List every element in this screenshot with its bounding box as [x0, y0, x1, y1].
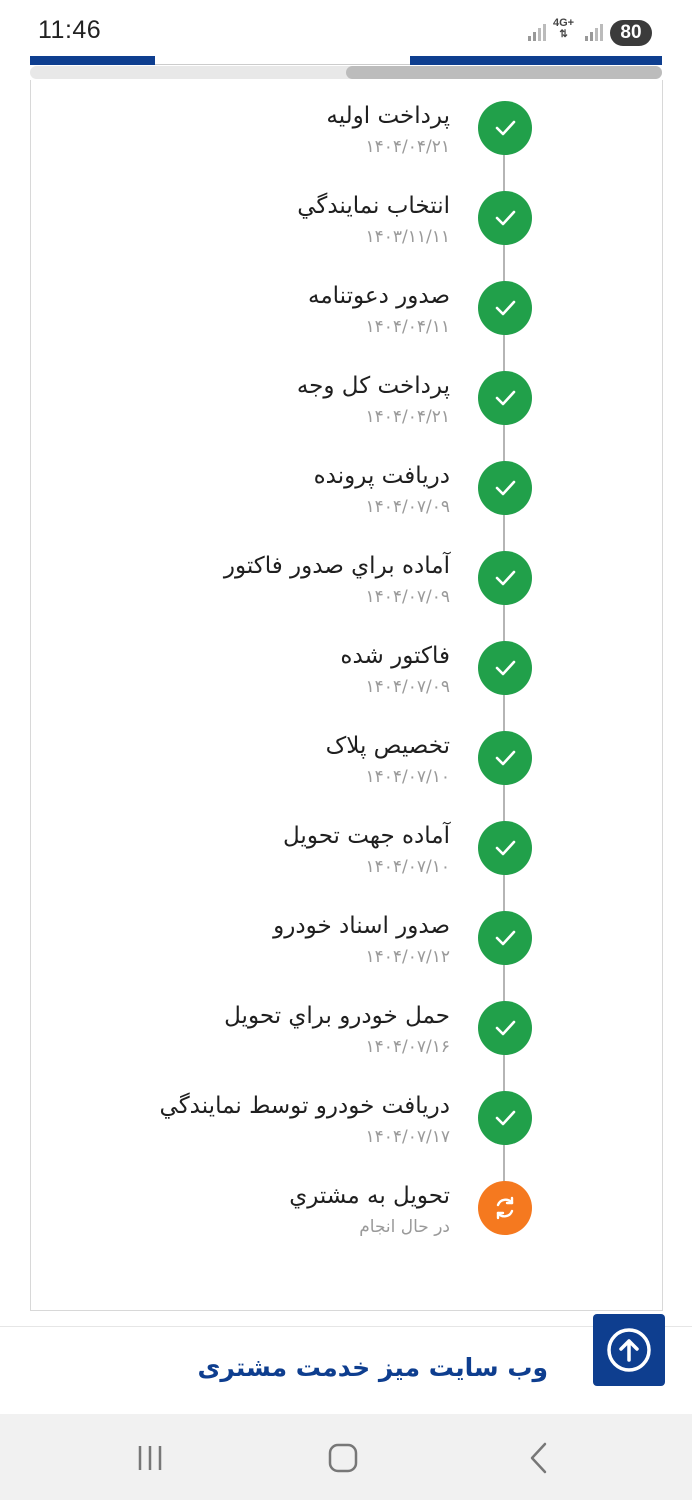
- check-icon: [490, 113, 520, 143]
- refresh-icon: [489, 1192, 521, 1224]
- timeline-step: [30, 821, 662, 911]
- tab-right[interactable]: [410, 56, 662, 65]
- back-icon: [523, 1441, 553, 1475]
- timeline-step: [30, 731, 662, 821]
- step-status-text: در حال انجام: [359, 1217, 450, 1237]
- step-date: ۱۴۰۴/۰۷/۱۲: [365, 947, 450, 967]
- check-icon: [490, 923, 520, 953]
- step-title: تخصيص پلاک: [325, 733, 450, 759]
- check-icon: [490, 293, 520, 323]
- arrow-up-circle-icon: [604, 1325, 654, 1375]
- step-date: ۱۴۰۳/۱۱/۱۱: [365, 227, 450, 247]
- home-icon: [326, 1441, 360, 1475]
- timeline-step: [30, 371, 662, 461]
- step-title: انتخاب نمايندگي: [297, 193, 450, 219]
- step-title: حمل خودرو براي تحويل: [224, 1003, 450, 1029]
- timeline-step: [30, 1181, 662, 1271]
- recent-apps-button[interactable]: [130, 1440, 170, 1476]
- timeline-step: [30, 101, 662, 191]
- step-title: تحويل به مشتري: [289, 1183, 450, 1209]
- step-done-badge: [478, 551, 532, 605]
- step-done-badge: [478, 191, 532, 245]
- scrollbar-thumb[interactable]: [346, 66, 662, 79]
- timeline-step: [30, 191, 662, 281]
- home-button[interactable]: [323, 1440, 363, 1476]
- footer-divider: [0, 1326, 692, 1327]
- step-title: پرداخت کل وجه: [296, 373, 450, 399]
- battery-indicator: 80: [610, 20, 652, 46]
- timeline-step: [30, 281, 662, 371]
- step-done-badge: [478, 101, 532, 155]
- timeline-step: [30, 1091, 662, 1181]
- status-bar: [0, 0, 692, 56]
- check-icon: [490, 473, 520, 503]
- step-title: فاکتور شده: [340, 643, 450, 669]
- timeline-step: [30, 1001, 662, 1091]
- step-date: ۱۴۰۴/۰۷/۰۹: [365, 677, 450, 697]
- step-title: پرداخت اوليه: [326, 103, 450, 129]
- step-done-badge: [478, 731, 532, 785]
- step-title: آماده براي صدور فاکتور: [223, 553, 450, 579]
- step-done-badge: [478, 821, 532, 875]
- recent-apps-icon: [133, 1442, 167, 1474]
- step-done-badge: [478, 371, 532, 425]
- step-date: ۱۴۰۴/۰۴/۲۱: [365, 407, 450, 427]
- check-icon: [490, 383, 520, 413]
- step-date: ۱۴۰۴/۰۷/۱۷: [365, 1127, 450, 1147]
- step-date: ۱۴۰۴/۰۷/۱۶: [365, 1037, 450, 1057]
- signal-icon-2: [584, 22, 604, 42]
- check-icon: [490, 203, 520, 233]
- signal-icon: [527, 22, 547, 42]
- step-title: صدور دعوتنامه: [308, 283, 450, 309]
- step-date: ۱۴۰۴/۰۴/۲۱: [365, 137, 450, 157]
- step-done-badge: [478, 641, 532, 695]
- back-button[interactable]: [518, 1440, 558, 1476]
- step-done-badge: [478, 911, 532, 965]
- step-date: ۱۴۰۴/۰۴/۱۱: [365, 317, 450, 337]
- step-done-badge: [478, 1001, 532, 1055]
- check-icon: [490, 653, 520, 683]
- step-date: ۱۴۰۴/۰۷/۱۰: [365, 857, 450, 877]
- navigation-bar: [0, 1414, 692, 1500]
- timeline-step: [30, 911, 662, 1001]
- step-title: صدور اسناد خودرو: [273, 913, 450, 939]
- back-to-top-button[interactable]: [593, 1314, 665, 1386]
- step-done-badge: [478, 281, 532, 335]
- check-icon: [490, 1013, 520, 1043]
- step-done-badge: [478, 1091, 532, 1145]
- step-date: ۱۴۰۴/۰۷/۰۹: [365, 587, 450, 607]
- tab-active[interactable]: [155, 56, 410, 65]
- step-progress-badge: [478, 1181, 532, 1235]
- step-title: دريافت خودرو توسط نمايندگي: [159, 1093, 450, 1119]
- check-icon: [490, 1103, 520, 1133]
- check-icon: [490, 833, 520, 863]
- timeline-step: [30, 641, 662, 731]
- step-date: ۱۴۰۴/۰۷/۱۰: [365, 767, 450, 787]
- step-date: ۱۴۰۴/۰۷/۰۹: [365, 497, 450, 517]
- timeline-step: [30, 461, 662, 551]
- timeline-step: [30, 551, 662, 641]
- step-done-badge: [478, 461, 532, 515]
- tab-left[interactable]: [30, 56, 155, 65]
- status-time: 11:46: [38, 16, 102, 44]
- check-icon: [490, 743, 520, 773]
- step-title: دريافت پرونده: [313, 463, 450, 489]
- customer-service-link[interactable]: وب سایت میز خدمت مشتری: [197, 1353, 548, 1382]
- step-title: آماده جهت تحويل: [283, 823, 450, 849]
- check-icon: [490, 563, 520, 593]
- network-type: 4G+ ⇅: [553, 17, 575, 40]
